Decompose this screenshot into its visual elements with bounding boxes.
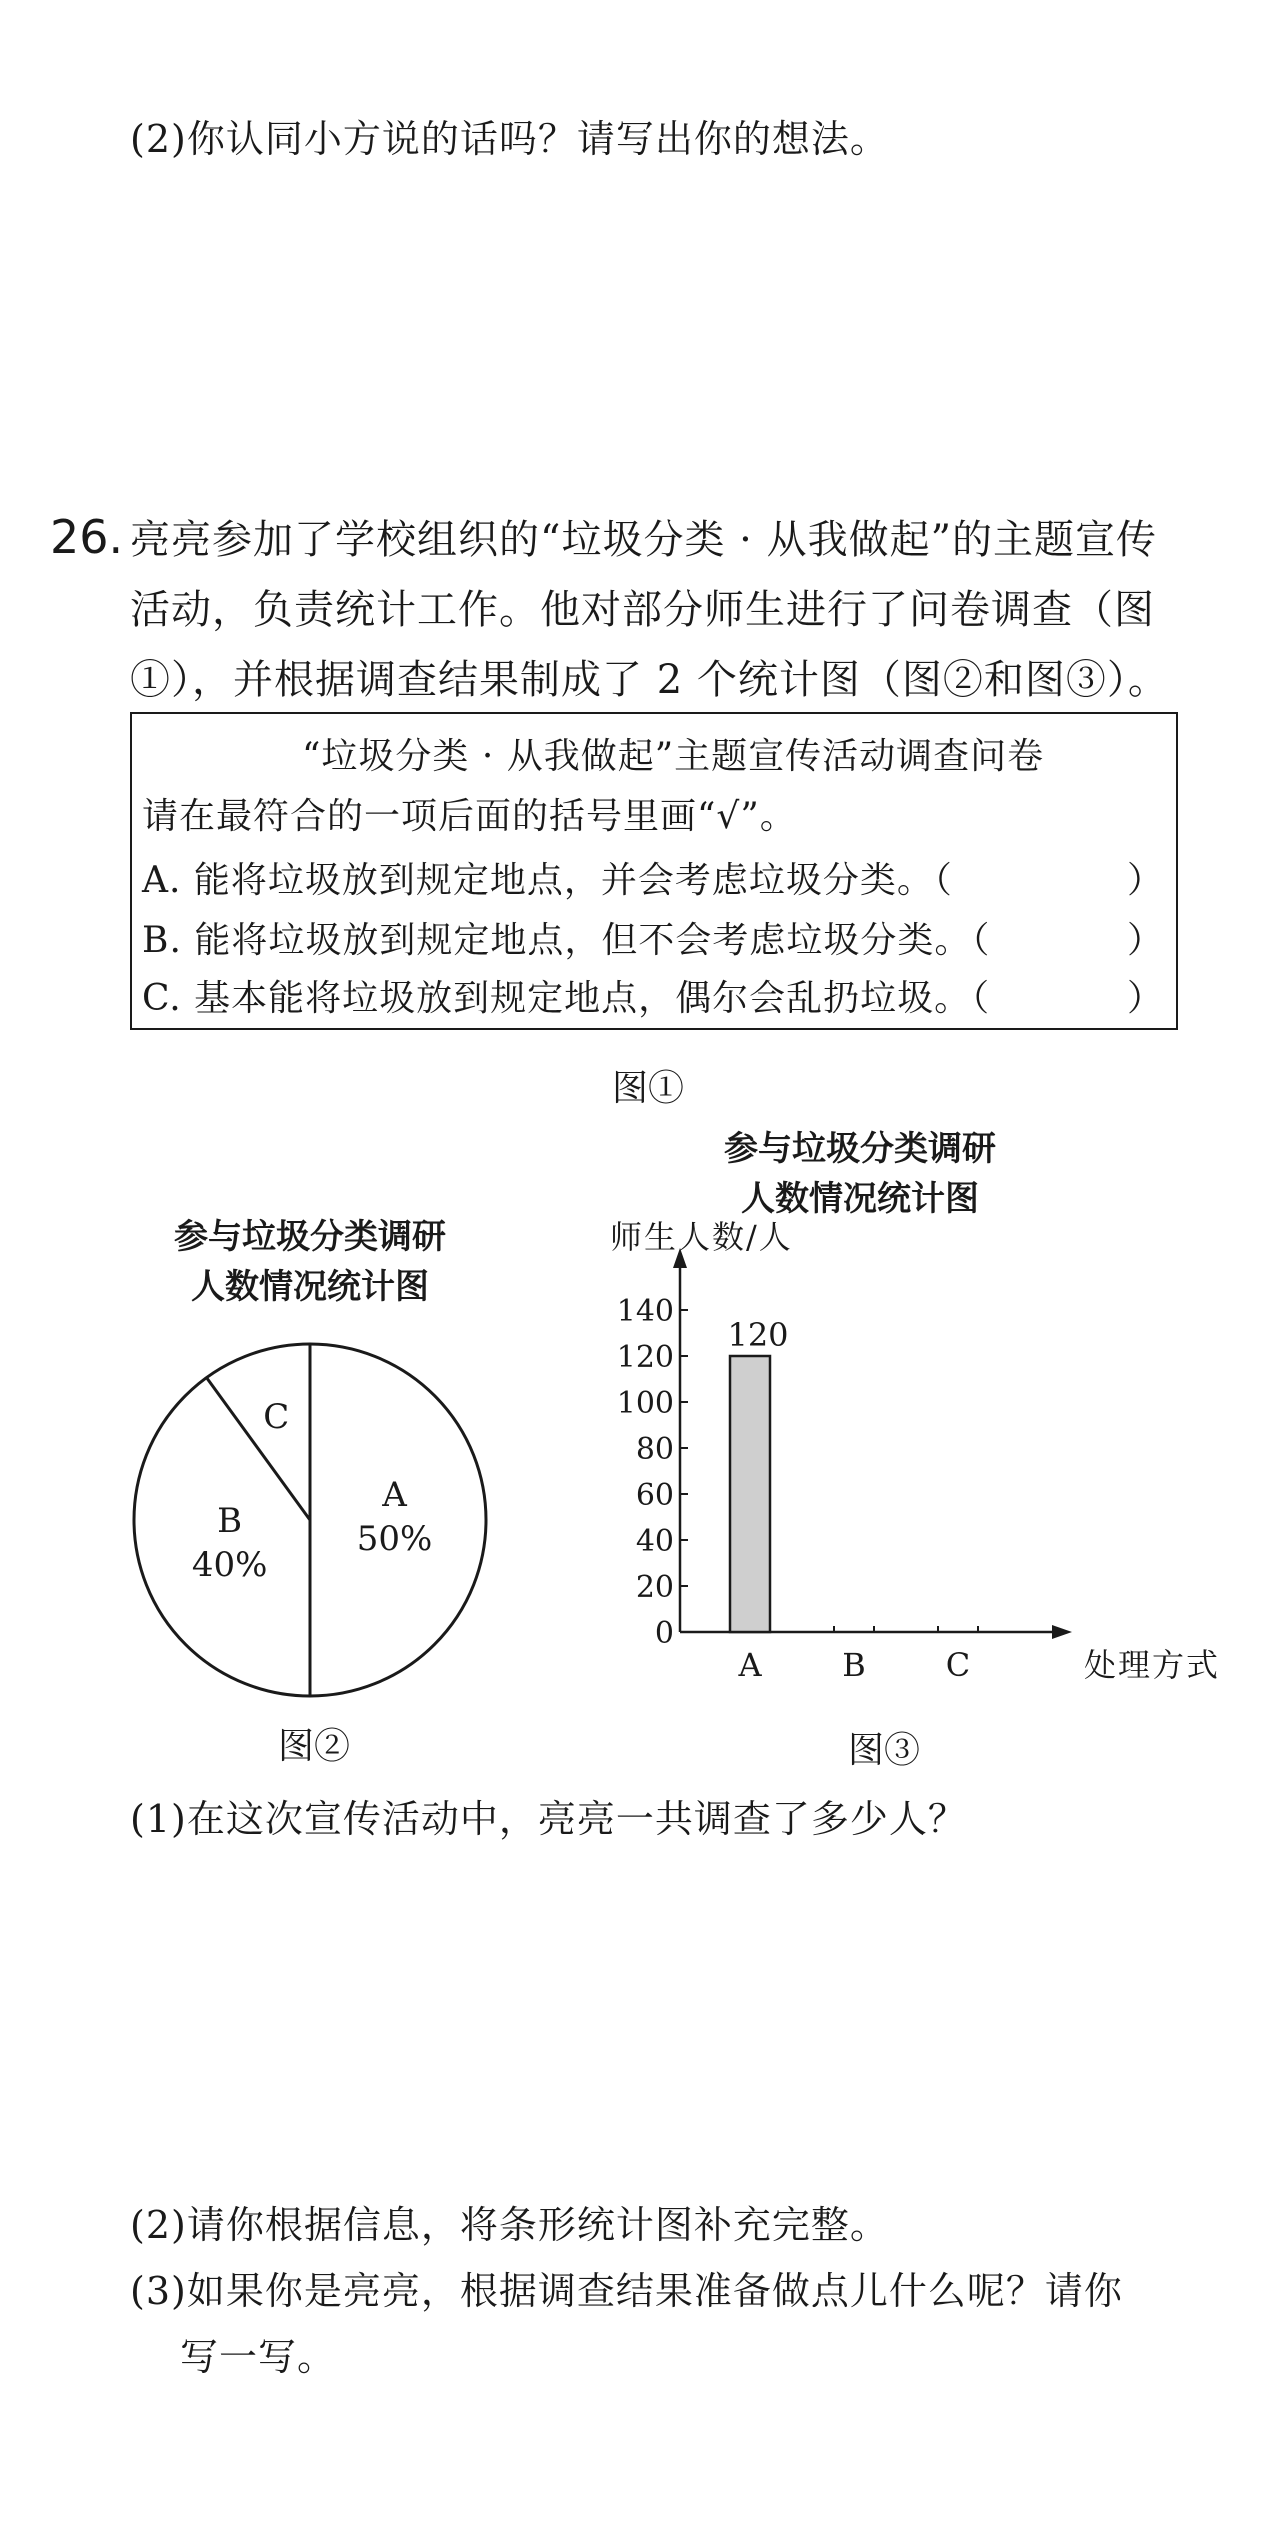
figure-2-label: 图②	[278, 1726, 351, 1767]
survey-option-b-text: B. 能将垃圾放到规定地点，但不会考虑垃圾分类。（	[142, 920, 991, 961]
figure-1-label: 图①	[612, 1068, 685, 1109]
survey-option-a-paren: ）	[1126, 860, 1164, 901]
survey-option-a	[142, 852, 1164, 903]
survey-option-b-paren: ）	[1126, 920, 1164, 961]
survey-option-c	[142, 970, 1164, 1021]
survey-questionnaire-box	[130, 712, 1178, 1030]
pie-chart-title	[110, 1212, 510, 1312]
question-2-previous: (2)你认同小方说的话吗？请写出你的想法。	[130, 117, 889, 161]
survey-option-b	[142, 912, 1164, 963]
survey-title: “垃圾分类 · 从我做起”主题宣传活动调查问卷	[302, 736, 1045, 777]
bar-data-label-a: 120	[727, 1316, 789, 1354]
y-tick-label: 20	[635, 1570, 674, 1605]
bar-chart	[590, 1218, 1221, 1700]
y-tick-label: 120	[616, 1340, 674, 1375]
y-tick-label: 140	[616, 1294, 674, 1329]
sub-question-3-line-2: 写一写。	[180, 2335, 337, 2379]
figure-3-label: 图③	[848, 1730, 921, 1771]
y-tick-label: 0	[654, 1616, 674, 1651]
pie-label-c: C	[263, 1397, 290, 1438]
sub-question-2: (2)请你根据信息，将条形统计图补充完整。	[130, 2203, 889, 2247]
survey-instruction: 请在最符合的一项后面的括号里画“√”。	[142, 796, 797, 837]
x-tick-label-c: C	[945, 1646, 971, 1684]
problem-line-1: 亮亮参加了学校组织的“垃圾分类 · 从我做起”的主题宣传	[130, 517, 1158, 563]
pie-percent-b: 40%	[191, 1545, 268, 1586]
pie-chart-title-line-1: 参与垃圾分类调研	[174, 1217, 446, 1257]
x-axis-title: 处理方式	[1084, 1646, 1221, 1684]
pie-label-b: B	[217, 1501, 243, 1542]
sub-question-3-line-1: (3)如果你是亮亮，根据调查结果准备做点儿什么呢？请你	[130, 2269, 1123, 2313]
x-tick-label-b: B	[842, 1646, 866, 1684]
pie-chart	[120, 1320, 520, 1720]
survey-option-c-text: C. 基本能将垃圾放到规定地点，偶尔会乱扔垃圾。（	[142, 978, 991, 1019]
bar-chart-title	[640, 1124, 1080, 1224]
problem-line-2: 活动，负责统计工作。他对部分师生进行了问卷调查（图	[130, 587, 1155, 633]
pie-percent-a: 50%	[356, 1519, 433, 1559]
y-tick-label: 80	[635, 1432, 674, 1467]
x-tick-label-a: A	[738, 1646, 762, 1684]
y-tick-label: 100	[616, 1386, 674, 1421]
sub-question-1: (1)在这次宣传活动中，亮亮一共调查了多少人？	[130, 1797, 967, 1841]
bar-chart-title-line-2: 人数情况统计图	[741, 1179, 979, 1219]
problem-number: 26.	[50, 510, 124, 564]
pie-divider-c	[207, 1378, 310, 1520]
y-axis-title: 师生人数/人	[610, 1218, 793, 1256]
pie-chart-title-line-2: 人数情况统计图	[191, 1267, 429, 1307]
pie-label-a: A	[382, 1475, 407, 1515]
problem-line-3: ①），并根据调查结果制成了 2 个统计图（图②和图③）。	[130, 657, 1169, 703]
y-tick-label: 40	[635, 1524, 674, 1559]
survey-option-c-paren: ）	[1126, 978, 1164, 1019]
x-axis-arrow	[1052, 1625, 1072, 1639]
bar-a	[730, 1356, 770, 1632]
bar-chart-title-line-1: 参与垃圾分类调研	[724, 1129, 996, 1169]
y-tick-label: 60	[635, 1478, 674, 1513]
survey-option-a-text: A. 能将垃圾放到规定地点，并会考虑垃圾分类。（	[142, 860, 953, 901]
